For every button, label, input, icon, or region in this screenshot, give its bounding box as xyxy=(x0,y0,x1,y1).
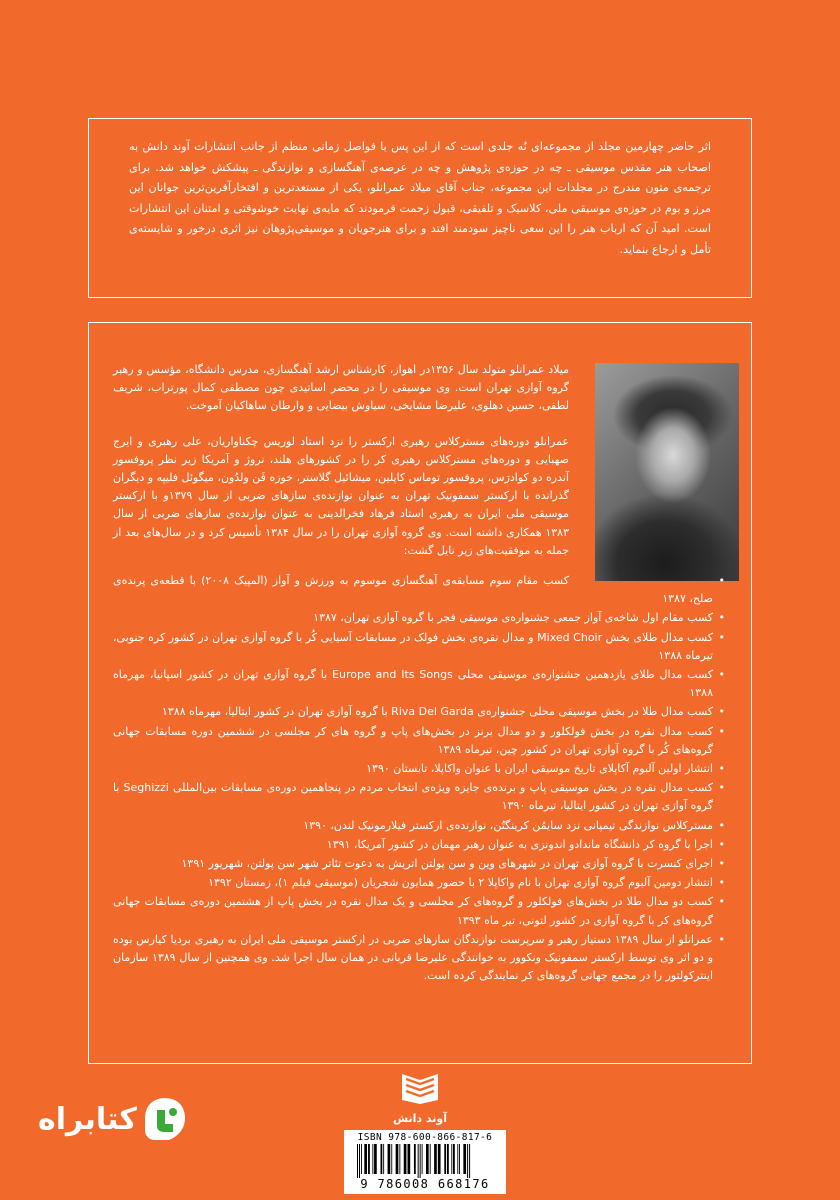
barcode-bar xyxy=(372,1144,373,1174)
bio-paragraph-2: عمرانلو دوره‌های مسترکلاس رهبری ارکستر را نزد استاد لوریس چکناواریان، علی رهبری و ایرج صهبایی و دوره‌های مسترکلاس رهبری کر را در کشورهای هلند، نروژ و آمریکا زیر نظر پروفسور آندره دو کوادرَس، پروفسور توماس کاپلین، میشائیل گلاستر، خوزه فَن ولدُون، میگوئل فلیپه و دیگران گذرانده با ارکستر سمفونیک تهران به عنوان نوازنده‌ی سازهای ضربی از سال ۱۳۷۹و با ارکستر موسیقی ملی ایران به رهبری استاد فرهاد فخرالدینی به عنوان نوازنده‌ی سازهای ضربی از سال ۱۳۸۳ همکاری داشته است. وی گروه آوازی تهران را در سال ۱۳۸۴ تأسیس کرد و در سال‌های بعد از جمله به موفقیت‌های زیر نایل گشت: xyxy=(113,434,569,557)
logo-badge-icon xyxy=(143,1096,187,1142)
bio-text xyxy=(113,361,727,987)
barcode-bar xyxy=(430,1144,431,1174)
list-item: • اجرا با گروه کر دانشگاه ماندادو اندونزی به عنوان رهبر مهمان در کشور آمریکا، ۱۳۹۱ xyxy=(113,836,727,854)
list-item: • کسب مدال طلا در بخش موسیقی محلی جشنواره‌ی Riva Del Garda با گروه آوازی تهران در کشور ایتالیا، مهرماه ۱۳۸۸ xyxy=(113,703,727,721)
intro-frame xyxy=(88,118,752,298)
barcode-bar xyxy=(357,1144,358,1178)
list-item: • کسب مدال نقره در بخش موسیقی پاپ و برنده‌ی جایزه ویژه‌ی انتخاب مردم در پنجاهمین دوره‌ی مسابقات بین‌المللی Seghizzi با گروه آوازی تهران در کشور ایتالیا، تیرماه ۱۳۹۰ xyxy=(113,779,727,815)
barcode-bar xyxy=(399,1144,400,1174)
bio-frame xyxy=(88,322,752,1064)
list-item: • کسب مدال طلای بخش Mixed Choir و مدال نقره‌ی بخش فولک در مسابقات آسیایی کُر با گروه آوازی تهران در کشور کره جنوبی، تیرماه ۱۳۸۸ xyxy=(113,629,727,665)
list-item: • انتشار اولین آلبوم آکاپلای تاریخ موسیقی ایران با عنوان واکاپلا، تابستان ۱۳۹۰ xyxy=(113,760,727,778)
barcode-digits: 9 786008 668176 xyxy=(360,1177,490,1191)
list-item: • کسب مدال نقره در بخش فولکلور و دو مدال برنز در بخش‌های پاپ و گروه های کر مجلسی در ششمین دوره مسابقات جهانی گروه‌های کُر با گروه آوازی تهران در کشور چین، تیرماه ۱۳۸۹ xyxy=(113,723,727,759)
barcode-bar xyxy=(368,1144,370,1174)
list-item: • کسب مقام سوم مسابقه‌ی آهنگسازی موسوم به ورزش و آواز (المپیک ۲۰۰۸) با قطعه‌ی پرنده‌ی صلح، ۱۳۸۷ xyxy=(113,572,727,608)
barcode-bar xyxy=(381,1144,383,1174)
barcode-bar xyxy=(391,1144,392,1174)
barcode-bar xyxy=(457,1144,458,1174)
barcode-bar xyxy=(408,1144,411,1174)
isbn-label: ISBN 978-600-866-817-6 xyxy=(357,1132,493,1143)
site-logo-text: کتابراه xyxy=(38,1101,137,1137)
barcode-bars xyxy=(351,1144,499,1178)
barcode-bar xyxy=(438,1144,441,1174)
list-item: • کسب مدال طلای یازدهمین جشنواره‌ی موسیقی محلی Europe and Its Songs با گروه آوازی تهران در کشور اسپانیا، مهرماه ۱۳۸۸ xyxy=(113,666,727,702)
barcode-bar xyxy=(364,1144,367,1174)
barcode-bar xyxy=(467,1144,468,1178)
bio-paragraph-1: میلاد عمرانلو متولد سال ۱۳۵۶در اهواز، کارشناس ارشد آهنگسازی، مدرس دانشگاه، مؤسس و رهبر گروه آوازی تهران است. وی موسیقی را در محضر اساتیدی چون مصطفی کمال پورتراب، شریف لطفی، حسین دهلوی، علیرضا مشایخی، سیاوش بیضایی و وارطان ساهاکیان آموخت. xyxy=(113,363,569,413)
intro-paragraph: اثر حاضر چهارمین مجلد از مجموعه‌ای نُه جلدی است که از این پس با فواصل زمانی منظم از جانب انتشارات آوند دانش به اصحاب هنر مقدس موسیقی ـ چه در حوزه‌ی پژوهش و چه در عرصه‌ی آهنگسازی و نوازندگی ـ پیشکش خواهد شد. برای ترجمه‌ی متون مندرج در مجلدات این مجموعه، جناب آقای میلاد عمرانلو، یکی از مستعدترین و افتخارآفرین‌ترین جوانان این مرز و بوم در حوزه‌ی موسیقی ملی، کلاسیک و تلفیقی، قبول زحمت فرمودند که مایه‌ی نهایت خوشوقتی و امتنان این انتشارات است. امید آن که ارباب هنر را این سعی ناچیز سودمند افتد و برای هنرجویان و موسیقی‌پژوهان نیز اثری درخور و شایسته‌ی تأمل و ارجاع بنماید. xyxy=(129,140,711,256)
barcode-bar xyxy=(374,1144,377,1174)
list-item: • مسترکلاس نوازندگی تیمپانی نزد سایمُن کرینگتُن، نوازنده‌ی ارکستر فیلارمونیک لندن، ۱۳۹۰ xyxy=(113,817,727,835)
barcode-bar xyxy=(388,1144,391,1174)
barcode-bar xyxy=(469,1144,470,1178)
barcode-bar xyxy=(359,1144,360,1178)
barcode-bar xyxy=(453,1144,455,1174)
isbn-barcode xyxy=(344,1130,506,1194)
barcode-bar xyxy=(451,1144,452,1174)
list-item: • عمرانلو از سال ۱۳۸۹ دستیار رهبر و سرپرست نوازندگان سازهای ضربی در ارکستر موسیقی ملی ایران به رهبری بردیا کیارس بوده و دو اثر وی توسط ارکستر سمفونیک ونکوور به خوانندگی علیرضا قربانی در همان سال اجرا شد. وی همچنین از سال ۱۳۸۹ سازمان اینترکولتور را در مجمع جهانی گروه‌های کر نمایندگی کرده است. xyxy=(113,931,727,986)
barcode-bar xyxy=(422,1144,423,1174)
barcode-bar xyxy=(426,1144,429,1174)
barcode-bar xyxy=(420,1144,421,1178)
barcode-bar xyxy=(463,1144,466,1174)
barcode-bar xyxy=(418,1144,419,1178)
barcode-bar xyxy=(383,1144,384,1174)
achievements-list xyxy=(113,572,727,985)
barcode-bar xyxy=(404,1144,407,1174)
site-logo xyxy=(38,1096,187,1142)
publisher-name: آوند دانش xyxy=(392,1112,448,1125)
barcode-bar xyxy=(447,1144,449,1174)
barcode-bar xyxy=(414,1144,416,1174)
list-item: • کسب مقام اول شاخه‌ی آواز جمعی جشنواره‌ی موسیقی فجر با گروه آوازی تهران، ۱۳۸۷ xyxy=(113,609,727,627)
list-item: • کسب دو مدال طلا در بخش‌های فولکلور و گروه‌های کر مجلسی و یک مدال نقره در بخش پاپ از هشتمین دوره‌ی مسابقات جهانی گروه‌های کر با گروه آوازی در کشور لتونی، تیر ماه ۱۳۹۳ xyxy=(113,893,727,929)
book-icon xyxy=(398,1070,442,1106)
barcode-bar xyxy=(396,1144,399,1174)
photo-spacer xyxy=(577,361,727,577)
barcode-bar xyxy=(434,1144,437,1174)
barcode-bar xyxy=(459,1144,460,1174)
barcode-bar xyxy=(444,1144,446,1174)
list-item: • انتشار دومین آلبوم گروه آوازی تهران با نام واکاپلا ۲ با حضور همایون شجریان (موسیقی فیلم ۱)، زمستان ۱۳۹۲ xyxy=(113,874,727,892)
barcode-bar xyxy=(361,1144,362,1174)
list-item: • اجرای کنسرت با گروه آوازی تهران در شهرهای وین و سن پولتن اتریش به دعوت تئاتر شهر سن پولتن، شهریور ۱۳۹۱ xyxy=(113,855,727,873)
